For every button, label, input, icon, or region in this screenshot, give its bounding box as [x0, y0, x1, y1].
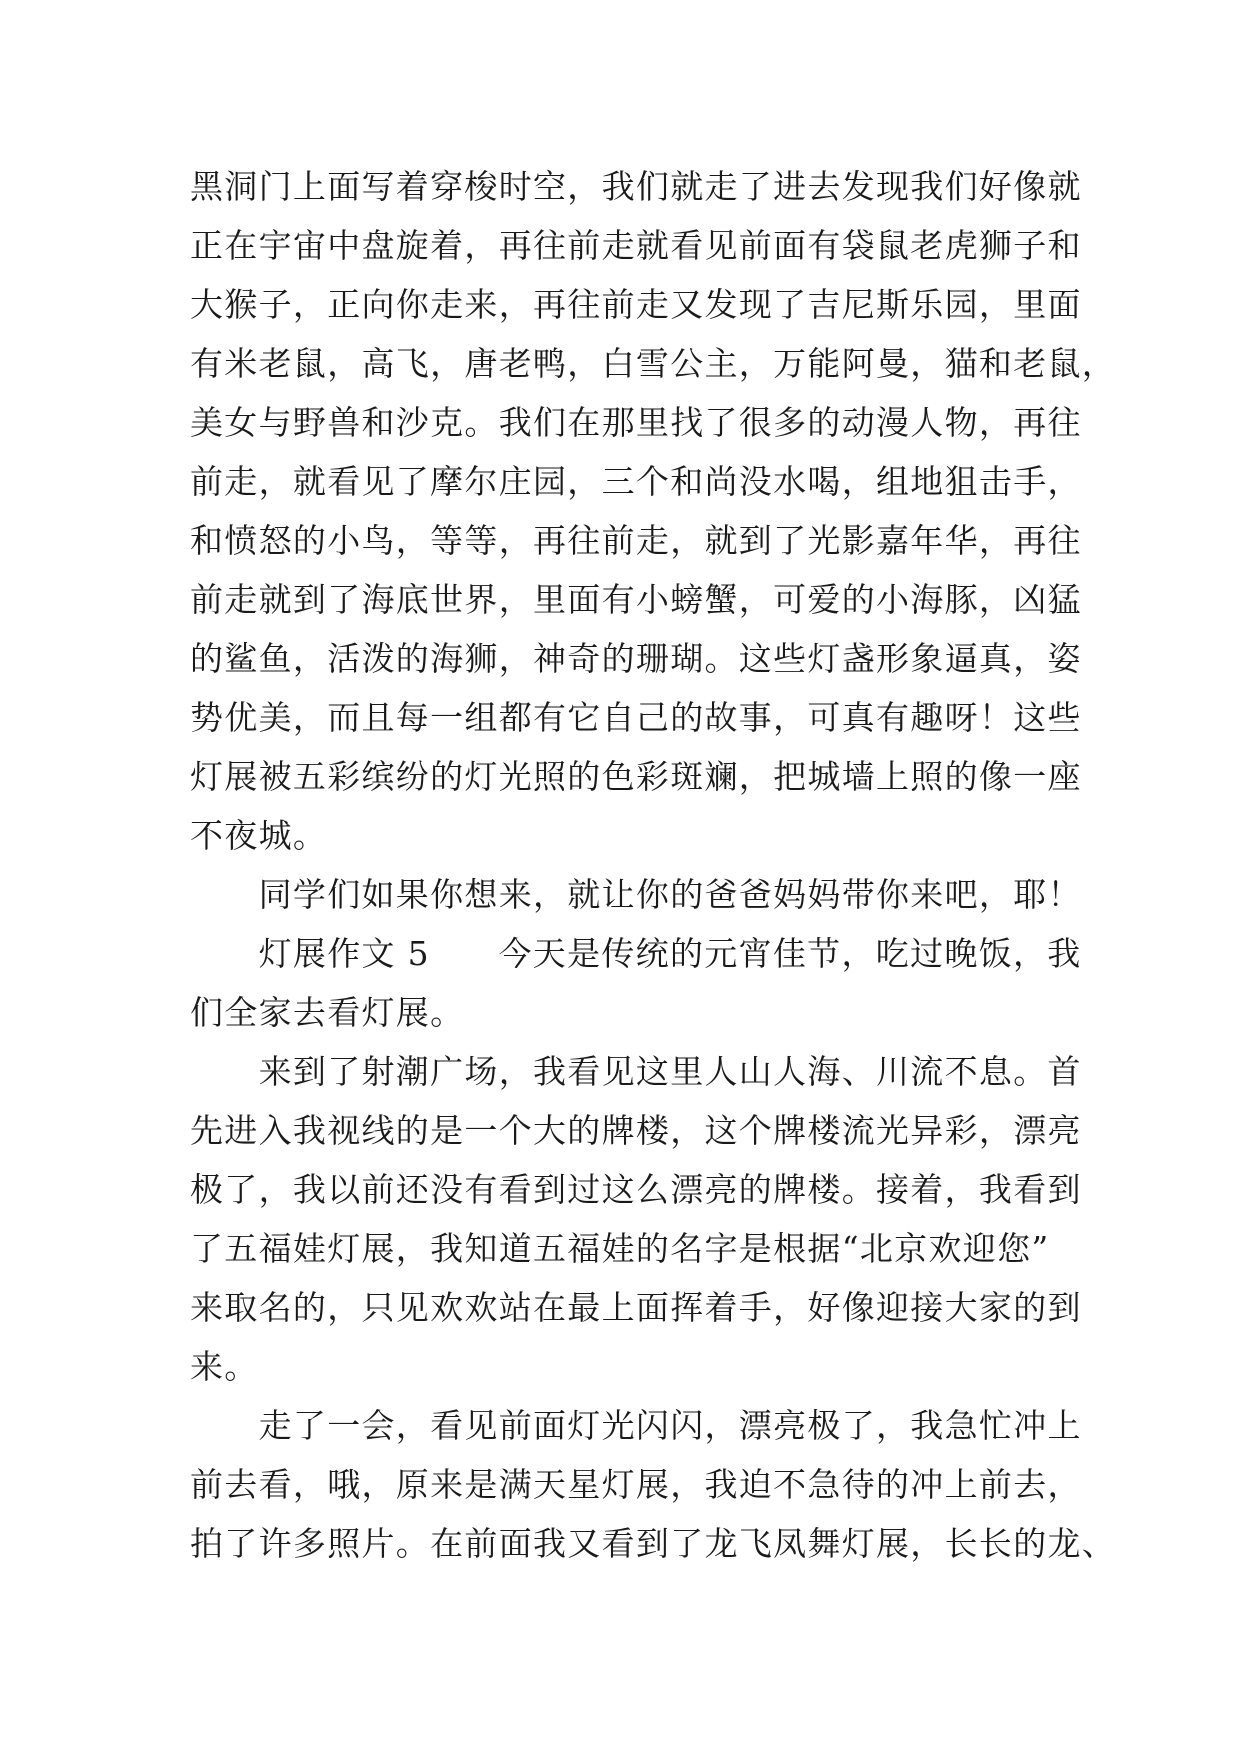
text-line: 来到了射潮广场，我看见这里人山人海、川流不息。首	[190, 1052, 1082, 1091]
text-line: 有米老鼠，高飞，唐老鸭，白雪公主，万能阿曼，猫和老鼠，	[190, 344, 1117, 383]
text-line: 来。	[190, 1347, 259, 1386]
text-line: 和愤怒的小鸟，等等，再往前走，就到了光影嘉年华，再往	[190, 521, 1082, 560]
text-line: 前走，就看见了摩尔庄园，三个和尚没水喝，组地狙击手，	[190, 462, 1082, 501]
text-line: 的鲨鱼，活泼的海狮，神奇的珊瑚。这些灯盏形象逼真，姿	[190, 639, 1082, 678]
text-line: 极了，我以前还没有看到过这么漂亮的牌楼。接着，我看到	[190, 1170, 1082, 1209]
text-line: 前走就到了海底世界，里面有小螃蟹，可爱的小海豚，凶猛	[190, 580, 1082, 619]
text-line: 了五福娃灯展，我知道五福娃的名字是根据“北京欢迎您”	[190, 1229, 1050, 1268]
text-line: 灯展被五彩缤纷的灯光照的色彩斑斓，把城墙上照的像一座	[190, 757, 1082, 796]
text-line: 来取名的，只见欢欢站在最上面挥着手，好像迎接大家的到	[190, 1288, 1082, 1327]
text-line: 前去看，哦，原来是满天星灯展，我迫不急待的冲上前去，	[190, 1465, 1082, 1504]
text-line: 先进入我视线的是一个大的牌楼，这个牌楼流光异彩，漂亮	[190, 1111, 1082, 1150]
text-line: 势优美，而且每一组都有它自己的故事，可真有趣呀！这些	[190, 698, 1082, 737]
text-line: 黑洞门上面写着穿梭时空，我们就走了进去发现我们好像就	[190, 167, 1082, 206]
text-line: 拍了许多照片。在前面我又看到了龙飞凤舞灯展，长长的龙、	[190, 1524, 1117, 1563]
text-line: 同学们如果你想来，就让你的爸爸妈妈带你来吧，耶！	[190, 875, 1082, 914]
text-line: 大猴子，正向你走来，再往前走又发现了吉尼斯乐园，里面	[190, 285, 1082, 324]
text-line: 美女与野兽和沙克。我们在那里找了很多的动漫人物，再往	[190, 403, 1082, 442]
text-line: 灯展作文 5 今天是传统的元宵佳节，吃过晚饭，我	[190, 934, 1082, 973]
text-line: 不夜城。	[190, 816, 328, 855]
text-line: 们全家去看灯展。	[190, 993, 465, 1032]
text-line: 走了一会，看见前面灯光闪闪，漂亮极了，我急忙冲上	[190, 1406, 1082, 1445]
text-line: 正在宇宙中盘旋着，再往前走就看见前面有袋鼠老虎狮子和	[190, 226, 1082, 265]
